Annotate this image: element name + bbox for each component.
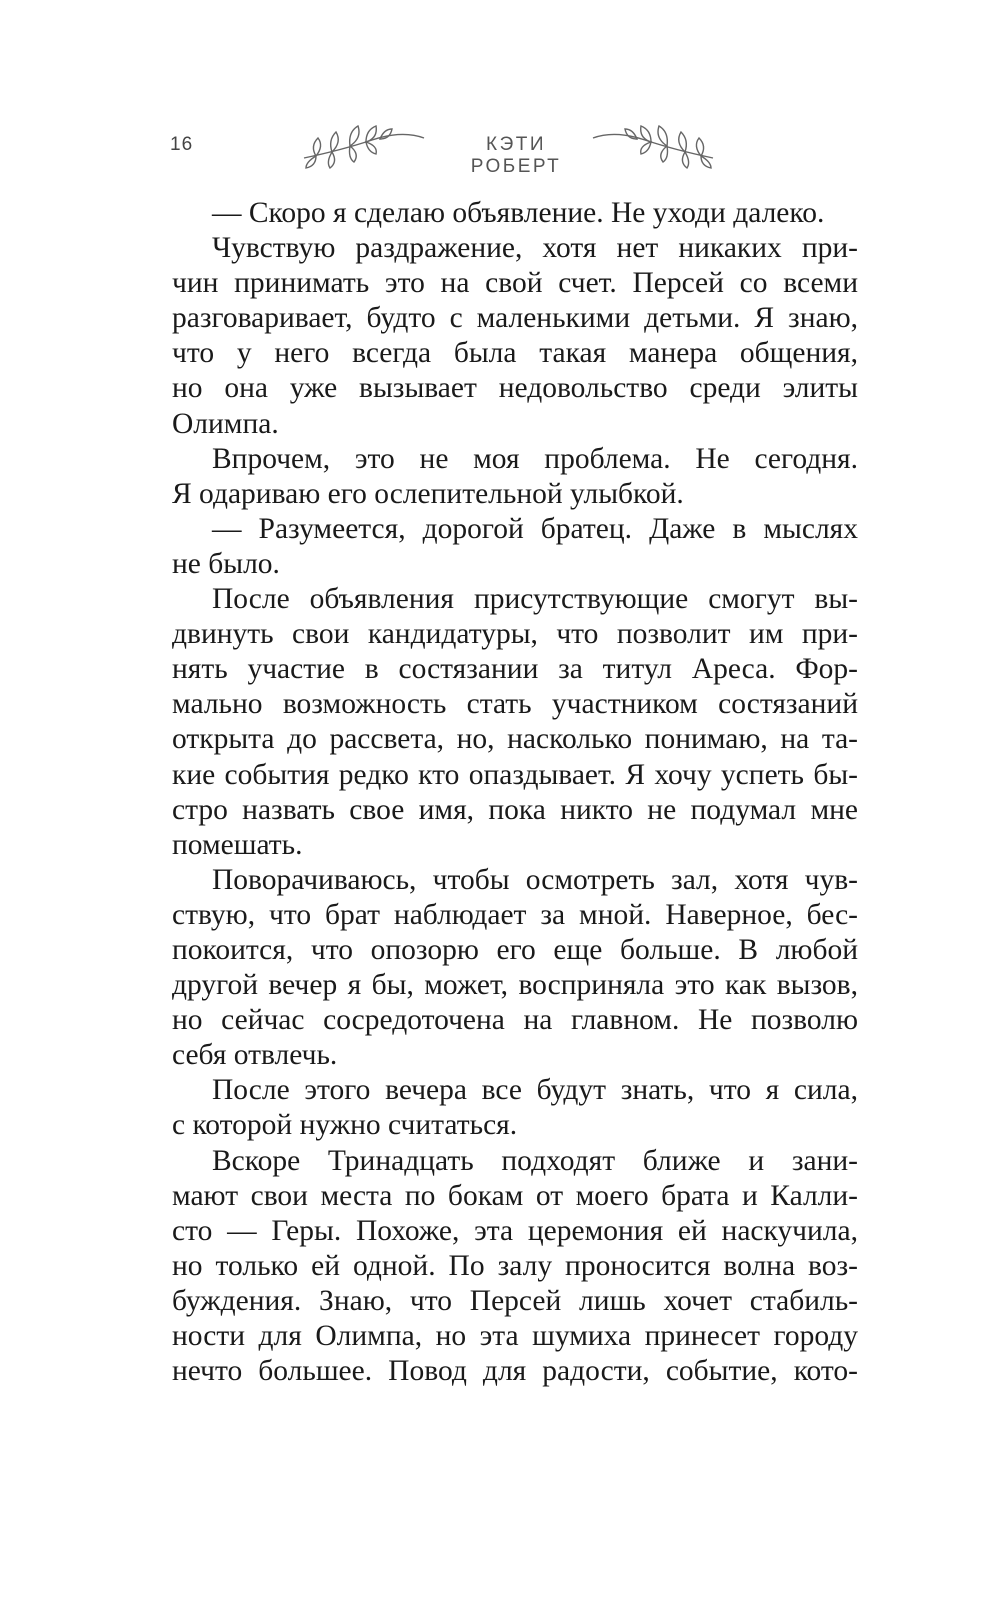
text-line: Вскоре Тринадцать подходят ближе и зани- xyxy=(212,1144,858,1177)
text-line: — Скоро я сделаю объявление. Не уходи далеко. xyxy=(212,197,825,229)
text-line: покоится, что опозорю его еще больше. В любой xyxy=(172,933,858,966)
text-line: двинуть свои кандидатуры, что позволит им при- xyxy=(172,618,858,651)
text-line: чин принимать это на свой счет. Персей со всеми xyxy=(172,267,858,300)
text-line: буждения. Знаю, что Персей лишь хочет стабиль- xyxy=(172,1284,858,1317)
text-line: мают свои места по бокам от моего брата и Калли- xyxy=(172,1179,858,1212)
text-line: — Разумеется, дорогой братец. Даже в мыслях xyxy=(212,512,858,545)
text-line: но только ей одной. По залу проносится волна воз- xyxy=(172,1249,858,1282)
body-text xyxy=(172,196,858,1389)
text-line: Поворачиваюсь, чтобы осмотреть зал, хотя чув- xyxy=(212,863,858,896)
text-line: Олимпа. xyxy=(172,407,279,440)
text-line: но она уже вызывает недовольство среди элиты xyxy=(172,372,858,405)
text-line: разговаривает, будто с маленькими детьми. Я знаю, xyxy=(172,302,858,335)
text-line: сто — Геры. Похоже, эта церемония ей наскучила, xyxy=(172,1214,858,1247)
text-line: нять участие в состязании за титул Ареса. Фор- xyxy=(172,653,858,686)
text-line: но сейчас сосредоточена на главном. Не позволю xyxy=(172,1004,858,1037)
text-line: После объявления присутствующие смогут вы- xyxy=(212,583,858,616)
running-header xyxy=(170,112,860,177)
text-line: мально возможность стать участником состязаний xyxy=(172,688,858,721)
text-line: стро назвать свое имя, пока никто не подумал мне xyxy=(172,793,858,826)
text-line: себя отвлечь. xyxy=(172,1039,338,1072)
text-line: Чувствую раздражение, хотя нет никаких при- xyxy=(212,232,858,265)
text-line: ности для Олимпа, но эта шумиха принесет городу xyxy=(172,1320,858,1352)
text-line: Впрочем, это не моя проблема. Не сегодня. xyxy=(212,442,858,475)
text-line: Я одариваю его ослепительной улыбкой. xyxy=(172,477,684,510)
text-line: не было. xyxy=(172,547,280,580)
text-line: другой вечер я бы, может, восприняла это как вызов, xyxy=(172,969,858,1002)
text-line: ствую, что брат наблюдает за мной. Наверное, бес- xyxy=(172,898,858,931)
text-line: с которой нужно считаться. xyxy=(172,1109,518,1142)
text-line: что у него всегда была такая манера общения, xyxy=(172,337,858,370)
text-line: нечто большее. Повод для радости, событие, кото- xyxy=(172,1355,858,1388)
laurel-branch-icon xyxy=(302,114,427,170)
text-line: кие события редко кто опаздывает. Я хочу успеть бы- xyxy=(172,758,858,791)
text-line: открыта до рассвета, но, насколько понимаю, на та- xyxy=(172,723,858,756)
author-name: КЭТИ РОБЕРТ xyxy=(470,134,562,177)
text-line: помешать. xyxy=(172,828,303,861)
text-line: После этого вечера все будут знать, что я сила, xyxy=(212,1074,858,1107)
page-number: 16 xyxy=(170,134,194,155)
laurel-branch-icon xyxy=(590,114,715,170)
